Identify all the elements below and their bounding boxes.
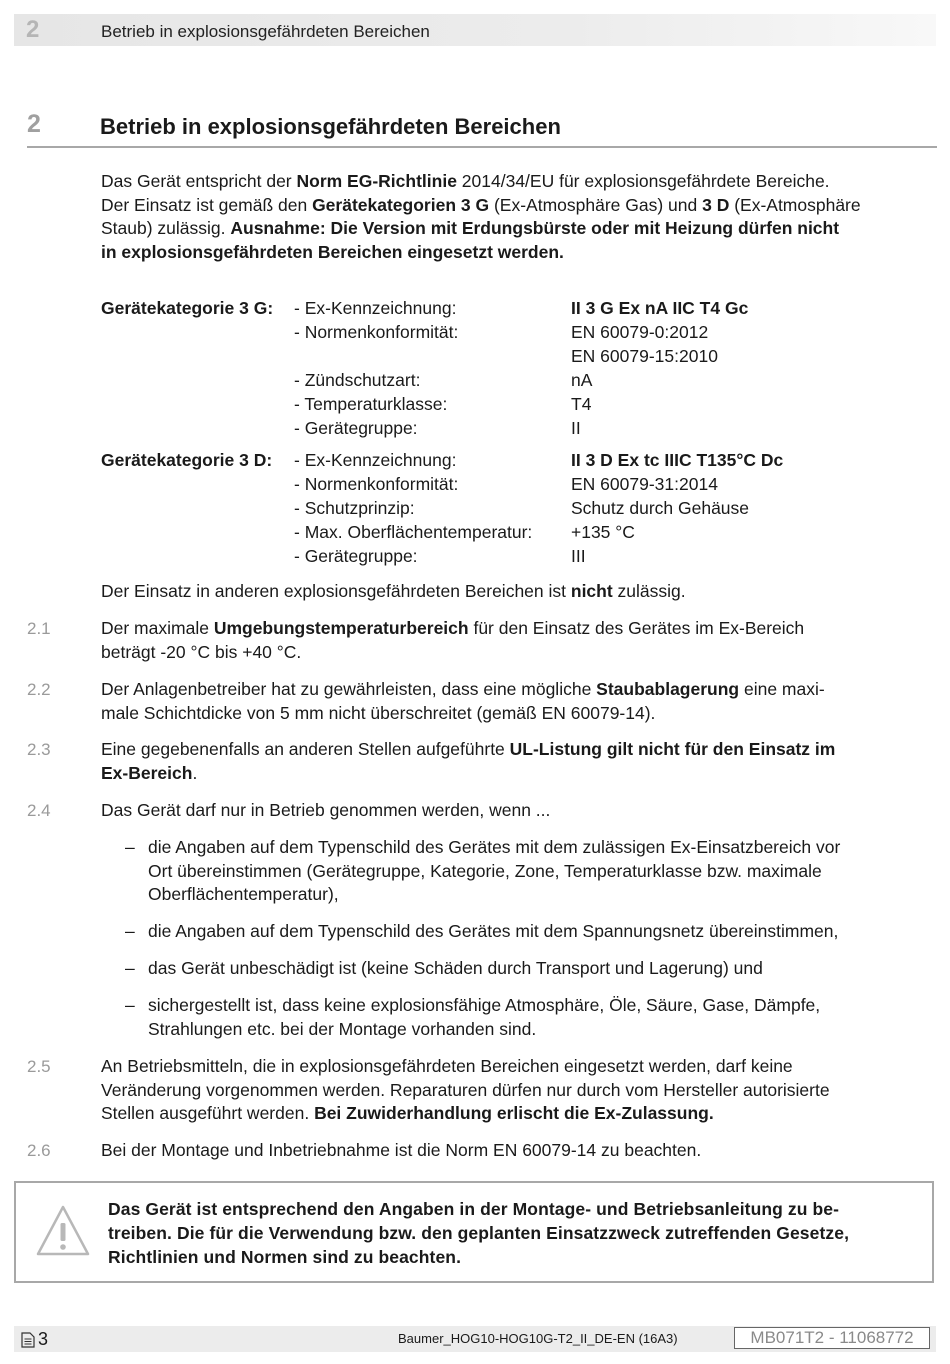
section-number: 2 — [27, 110, 41, 138]
subsection-number: 2.2 — [27, 680, 51, 699]
spec-value: T4 — [571, 394, 592, 414]
text-line: beträgt -20 °C bis +40 °C. — [101, 641, 302, 662]
text-line: Richtlinien und Normen sind zu beachten. — [108, 1247, 462, 1267]
text: Stellen ausgeführt werden. — [101, 1103, 315, 1123]
bullet-item-4 — [148, 994, 928, 1041]
text: Eine gegebenenfalls an anderen Stellen aufgeführte — [101, 739, 510, 759]
page-number-block — [21, 1329, 48, 1350]
text-line: An Betriebsmitteln, die in explosionsgefährdeten Bereichen eingesetzt werden, darf keine — [101, 1056, 793, 1076]
spec-label: - Max. Oberflächentemperatur: — [294, 522, 533, 542]
spec-label: - Ex-Kennzeichnung: — [294, 298, 457, 318]
bold-text: Ausnahme: Die Version mit Erdungsbürste oder mit Heizung dürfen nicht — [230, 218, 840, 238]
bold-text: Ex-Bereich — [101, 762, 193, 783]
text-line: die Angaben auf dem Typenschild des Gerätes mit dem Spannungsnetz übereinstimmen, — [148, 921, 839, 941]
spec-value: II 3 D Ex tc IIIC T135°C Dc — [571, 450, 784, 470]
bullet-dash: – — [125, 958, 135, 978]
text: 2014/34/EU für explosionsgefährdete Bereiche. — [456, 171, 830, 191]
spec-label: - Gerätegruppe: — [294, 546, 418, 566]
subsection-number: 2.4 — [27, 801, 51, 820]
spec-value: EN 60079-0:2012 — [571, 322, 709, 342]
text-line: das Gerät unbeschädigt ist (keine Schäden durch Transport und Lagerung) und — [148, 958, 763, 978]
bold-text: Bei Zuwiderhandlung erlischt die Ex-Zulassung. — [314, 1103, 714, 1123]
text-line — [101, 1102, 931, 1126]
text: Der Einsatz in anderen explosionsgefährdeten Bereichen ist — [101, 581, 571, 601]
text-line: Strahlungen etc. bei der Montage vorhanden sind. — [148, 1018, 537, 1039]
bold-text: Norm EG-Richtlinie — [296, 171, 457, 191]
text-line: Das Gerät ist entsprechend den Angaben in der Montage- und Betriebsanleitung zu be- — [108, 1199, 840, 1219]
spec-value: nA — [571, 370, 593, 390]
bullet-dash: – — [125, 995, 135, 1015]
text: (Ex-Atmosphäre Gas) und — [489, 194, 703, 215]
text: eine maxi- — [739, 679, 825, 699]
spec-label: - Normenkonformität: — [294, 474, 459, 494]
spec-value: EN 60079-31:2014 — [571, 474, 718, 494]
text-line — [101, 738, 931, 762]
document-page-icon — [21, 1332, 35, 1348]
running-header-number: 2 — [26, 16, 40, 43]
subsection-2-2-text — [101, 678, 931, 725]
intro-paragraph — [101, 170, 931, 264]
bold-text: 3 D — [702, 194, 730, 215]
text: Das Gerät entspricht der — [101, 171, 297, 191]
subsection-number: 2.1 — [27, 619, 51, 638]
spec-value: Schutz durch Gehäuse — [571, 498, 750, 518]
subsection-number: 2.6 — [27, 1141, 51, 1160]
running-header — [14, 14, 936, 46]
bold-text: in explosionsgefährdeten Bereichen eingesetzt werden. — [101, 241, 564, 262]
text: Der maximale — [101, 618, 214, 638]
spec-label: - Normenkonformität: — [294, 322, 459, 342]
section-heading — [27, 110, 937, 148]
category-3g-label: Gerätekategorie 3 G: — [101, 298, 274, 318]
text: Der Anlagenbetreiber hat zu gewährleisten, dass eine mögliche — [101, 679, 597, 699]
text-line: sichergestellt ist, dass keine explosionsfähige Atmosphäre, Öle, Säure, Gase, Dämpfe, — [148, 995, 821, 1015]
text: . — [192, 762, 198, 783]
section-title: Betrieb in explosionsgefährdeten Bereichen — [100, 114, 561, 139]
text-line: Ort übereinstimmen (Gerätegruppe, Kategorie, Zone, Temperaturklasse bzw. maximale — [148, 860, 822, 881]
subsection-number: 2.3 — [27, 740, 51, 759]
text-line: die Angaben auf dem Typenschild des Gerätes mit dem zulässigen Ex-Einsatzbereich vor — [148, 837, 841, 857]
text-line — [101, 762, 931, 786]
bold-text: nicht — [570, 581, 613, 601]
intro-line-4 — [101, 241, 931, 265]
subsection-number: 2.5 — [27, 1057, 51, 1076]
bullet-dash: – — [125, 921, 135, 941]
subsection-2-5-text — [101, 1055, 931, 1126]
page-number: 3 — [38, 1329, 49, 1349]
text-line — [101, 678, 931, 702]
bold-text: Gerätekategorien 3 G — [312, 194, 490, 215]
spec-label: - Schutzprinzip: — [294, 498, 415, 518]
bullet-item-1 — [148, 836, 928, 907]
intro-line-2 — [101, 194, 931, 218]
running-header-title: Betrieb in explosionsgefährdeten Bereichen — [101, 22, 430, 41]
spec-label: - Temperaturklasse: — [294, 394, 448, 414]
bullet-item-2 — [148, 920, 928, 944]
category-3d-label: Gerätekategorie 3 D: — [101, 450, 273, 470]
document-code: MB071T2 - 11068772 — [734, 1327, 930, 1349]
bullet-dash: – — [125, 837, 135, 857]
text: für den Einsatz des Gerätes im Ex-Bereich — [468, 618, 805, 638]
text-line: Oberflächentemperatur), — [148, 884, 339, 904]
spec-label: - Gerätegruppe: — [294, 418, 418, 438]
spec-value: EN 60079-15:2010 — [571, 346, 718, 366]
subsection-2-4-text: Das Gerät darf nur in Betrieb genommen werden, wenn ... — [101, 800, 551, 820]
text-line: treiben. Die für die Verwendung bzw. den geplanten Einsatzzweck zutreffenden Gesetze, — [108, 1223, 850, 1243]
spec-value: II — [571, 418, 581, 438]
text-line: Veränderung vorgenommen werden. Reparaturen dürfen nur durch vom Hersteller autorisierte — [101, 1079, 830, 1100]
intro-line-1 — [101, 170, 931, 194]
intro-line-3 — [101, 217, 931, 241]
spec-label: - Ex-Kennzeichnung: — [294, 450, 457, 470]
other-areas-paragraph — [101, 580, 931, 604]
warning-triangle-icon — [35, 1203, 91, 1259]
bullet-item-3 — [148, 957, 928, 981]
document-name: Baumer_HOG10-HOG10G-T2_II_DE-EN (16A3) — [398, 1331, 678, 1346]
text: (Ex-Atmosphäre — [729, 194, 861, 215]
subsection-2-6-text: Bei der Montage und Inbetriebnahme ist die Norm EN 60079-14 zu beachten. — [101, 1140, 702, 1160]
bold-text: Staubablagerung — [596, 679, 740, 699]
text: zulässig. — [612, 581, 686, 601]
bold-text: Umgebungstemperaturbereich — [213, 618, 469, 638]
warning-box — [14, 1181, 934, 1283]
subsection-2-1-text — [101, 617, 931, 664]
text: Staub) zulässig. — [101, 218, 231, 238]
page-footer — [14, 1326, 936, 1352]
warning-text — [108, 1197, 924, 1269]
text-line — [101, 617, 931, 641]
spec-value: II 3 G Ex nA IIC T4 Gc — [571, 298, 749, 318]
spec-value: III — [571, 546, 586, 566]
bold-text: UL-Listung gilt nicht für den Einsatz im — [509, 739, 836, 759]
subsection-2-3-text — [101, 738, 931, 785]
spec-label: - Zündschutzart: — [294, 370, 421, 390]
text-line: male Schichtdicke von 5 mm nicht überschreitet (gemäß EN 60079-14). — [101, 702, 656, 723]
text: Der Einsatz ist gemäß den — [101, 194, 313, 215]
spec-value: +135 °C — [571, 522, 635, 542]
